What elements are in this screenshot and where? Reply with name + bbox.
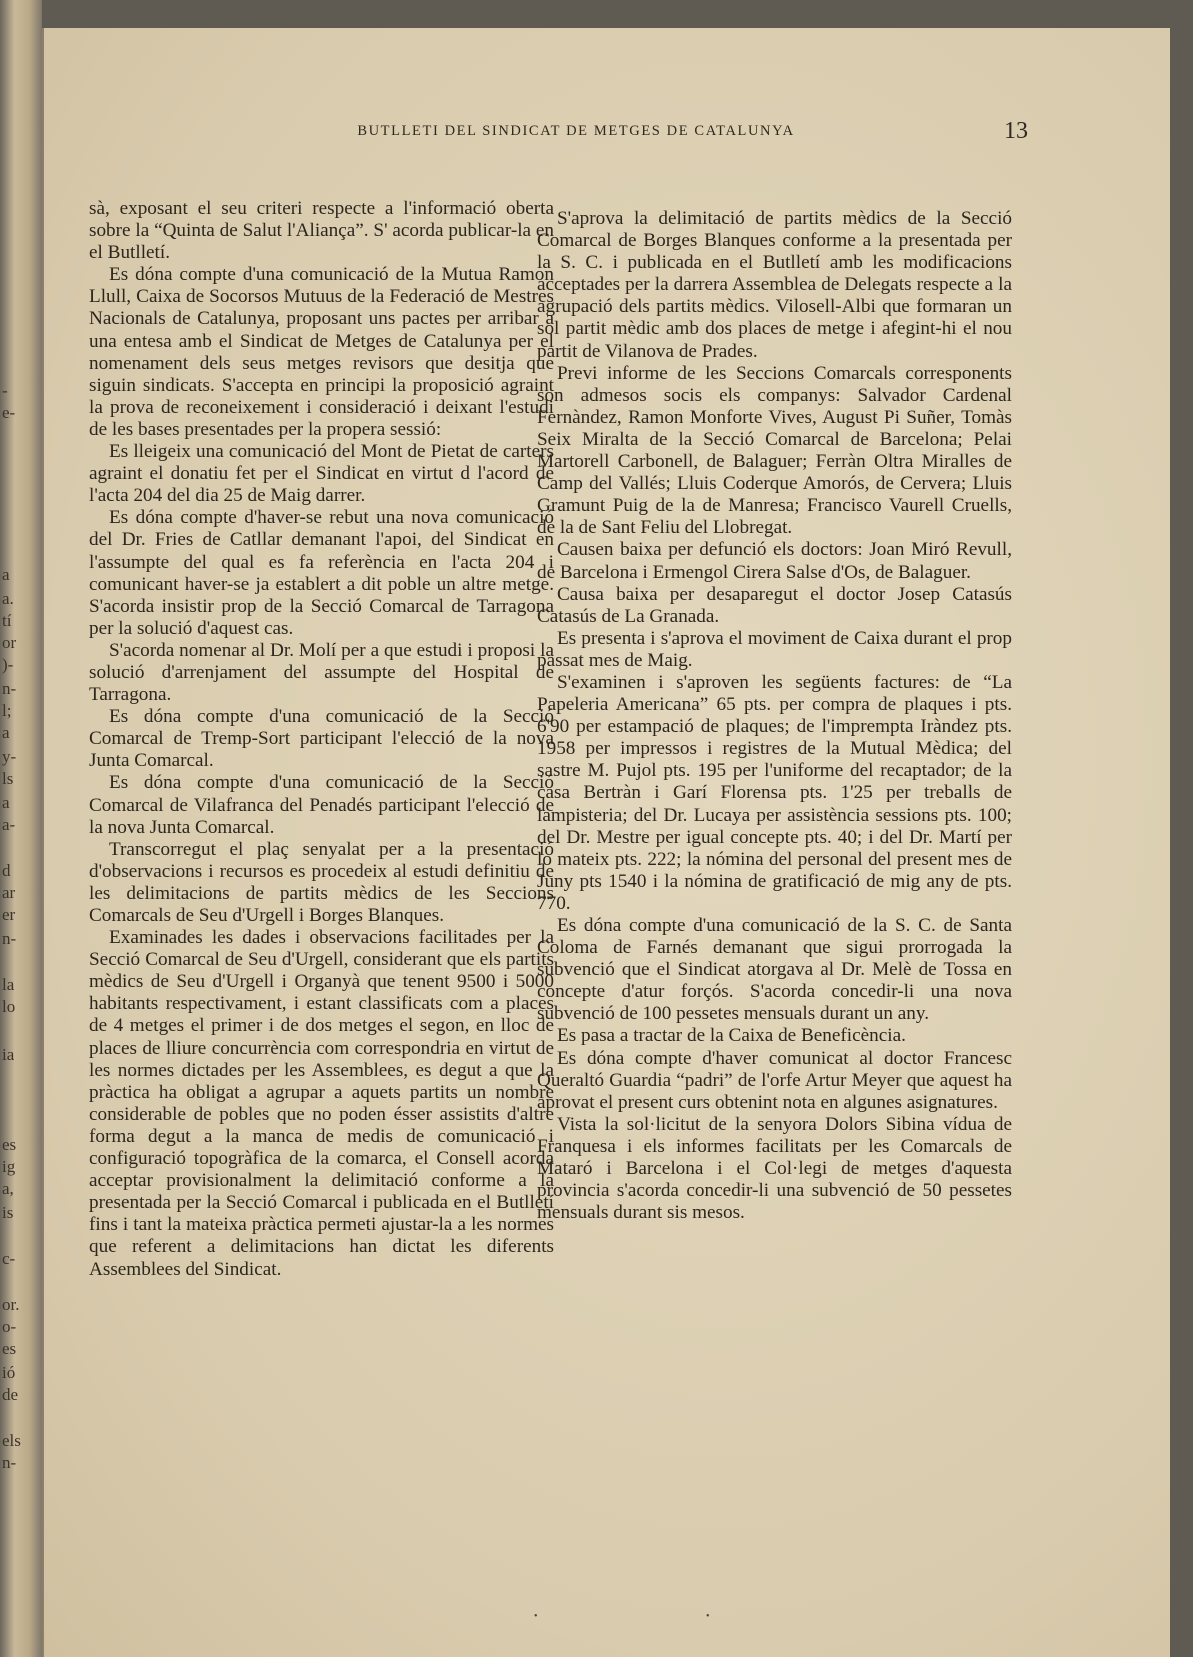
margin-fragment: is [2,1203,14,1222]
paragraph: Causen baixa per defunció els doctors: Joan Miró Revull, de Barcelona i Ermengol Cirera Salse d'Os, de Balaguer. [537,539,1012,583]
margin-fragment: e- [2,403,16,422]
margin-fragment: c- [2,1249,16,1268]
margin-fragment: n- [2,1453,17,1472]
margin-fragment: tí [2,611,12,630]
paragraph: S'examinen i s'aproven les següents factures: de “La Papeleria Americana” 65 pts. per compra de plaques i pts. 6'90 per estampació de plaques; de l'imprempta Iràndez pts. 1958 per impressos i registres de la Mutual Mèdica; del sastre M. Pujol pts. 195 per l'uniforme del recaptador; de la casa Bertràn i Garí Florensa pts. 1'25 per treballs de lampisteria; del Dr. Lucaya per assistència sessions pts. 100; del Dr. Mestre per igual concepte pts. 40; i del Dr. Martí per lo mateix pts. 222; la nómina del personal del present mes de Juny pts 1540 i la nómina de gratificació de mig any de pts. 770. [537,671,1012,914]
ink-speck: • [706,1611,710,1622]
paragraph: Causa baixa per desaparegut el doctor Josep Catasús Catasús de La Granada. [537,583,1012,627]
adjacent-page-edge [0,0,42,1657]
margin-fragment: la [2,975,15,994]
margin-fragment: lo [2,997,16,1016]
margin-fragment: a- [2,815,16,834]
margin-fragment: de [2,1385,19,1404]
paragraph: Es dóna compte d'una comunicació de la S. C. de Santa Coloma de Farnés demanant que sigui prorrogada la subvenció que el Sindicat atorgava al Dr. Melè de Tossa en concepte d'atur forçós. S'acorda concedir-li una nova subvenció de 100 pessetes mensuals durant un any. [537,915,1012,1025]
margin-fragment: els [2,1431,21,1450]
document-page [42,28,1170,1657]
margin-fragment: l; [2,701,12,720]
margin-fragment: es [2,1339,17,1358]
margin-fragment: a [2,723,10,742]
margin-fragment: )- [2,655,14,674]
ink-speck: • [534,1611,538,1622]
paragraph: Es dóna compte d'haver comunicat al doctor Francesc Queraltó Guardia “padri” de l'orfe Artur Meyer que aquest ha aprovat el present curs obtenint nota en algunes asignatures. [537,1047,1012,1113]
margin-fragment: a [2,565,10,584]
margin-fragment: es [2,1135,17,1154]
right-column [537,208,1012,1224]
paragraph: Es dóna compte d'una comunicació de la Secció Comarcal de Tremp-Sort participant l'elecció de la nova Junta Comarcal. [89,706,554,772]
margin-fragment: or. [2,1295,20,1314]
paragraph: Es dóna compte d'haver-se rebut una nova comunicació del Dr. Fries de Catllar demanant l'apoi, del Sindicat en l'assumpte del qual es fa referència en l'acta 204 i comunicant haver-se ja establert a dit poble un altre metge. S'acorda insistir prop de la Secció Comarcal de Tarragona per la solució d'aquest cas. [89,507,554,639]
margin-fragment: ió [2,1363,16,1382]
paragraph: S'aprova la delimitació de partits mèdics de la Secció Comarcal de Borges Blanques conforme a la presentada per la S. C. i publicada en el Butlletí amb les modificacions acceptades per la darrera Assemblea de Delegats respecte a la agrupació dels partits mèdics. Vilosell-Albi que formaran un sol partit mèdic amb dos places de metge i afegint-hi el nou partit de Vilanova de Prades. [537,208,1012,362]
paragraph: S'acorda nomenar al Dr. Molí per a que estudi i proposi la solució d'arrenjament del assumpte del Hospital de Tarragona. [89,639,554,706]
paragraph: Previ informe de les Seccions Comarcals corresponents son admesos socis els companys: Salvador Cardenal Fernàndez, Ramon Monforte Vives, August Pi Suñer, Tomàs Seix Miralta de la Secció Comarcal de Barcelona; Pelai Martorell Carbonell, de Balaguer; Ferràn Oltra Miralles de Camp del Vallés; Lluis Coderque Amorós, de Cervera; Lluis Gramunt Puig de la de Manresa; Francisco Vaurell Cruells, de la de Sant Feliu del Llobregat. [537,362,1012,539]
paragraph: Es lleigeix una comunicació del Mont de Pietat de carters agraint el donatiu fet per el Sindicat en virtut d l'acord de l'acta 204 del dia 25 de Maig darrer. [89,441,554,507]
margin-fragment: - [2,381,8,400]
paragraph: Es dóna compte d'una comunicació de la Secció Comarcal de Vilafranca del Penadés participant l'elecció de la nova Junta Comarcal. [89,772,554,838]
paragraph: Es pasa a tractar de la Caixa de Beneficència. [557,1025,906,1047]
margin-fragment: n- [2,679,17,698]
left-column [89,198,554,1281]
paragraph: Vista la sol·licitut de la senyora Dolors Sibina vídua de Franquesa i els informes facilitats per les Comarcals de Mataró i Barcelona i el Col·legi de metges d'aquesta provincia s'acorda concedir-li una subvenció de 50 pessetes mensuals durant sis mesos. [537,1113,1012,1224]
margin-fragment: ig [2,1157,16,1176]
margin-fragment: n- [2,929,17,948]
margin-fragment: er [2,905,16,924]
margin-fragment: d [2,861,11,880]
margin-fragment: a, [2,1179,14,1198]
paragraph: sà, exposant el seu criteri respecte a l'informació oberta sobre la “Quinta de Salut l'Aliança”. S' acorda publicar-la en el Butlletí. [89,198,554,264]
paragraph: Transcorregut el plaç senyalat per a la presentació d'observacions i recursos es procedeix al estudi definitiu de les delimitacions de partits mèdics de les Seccions Comarcals de Seu d'Urgell i Borges Blanques. [89,838,554,926]
margin-fragment: ar [2,883,16,902]
paragraph: Es dóna compte d'una comunicació de la Mutua Ramon Llull, Caixa de Socorsos Mutuus de la Federació de Mestres Nacionals de Catalunya, proposant uns pactes per arribar a una entesa amb el Sindicat de Metges de Catalunya per el nomenament dels seus metges revisors que desitja que siguin sindicats. S'accepta en principi la proposició agraint la prova de reconeixement i consideració i deixant l'estudi de les bases presentades per la propera sessió: [89,264,554,440]
margin-fragment: a [2,793,10,812]
margin-fragment: or [2,633,17,652]
margin-fragment: a. [2,589,14,608]
margin-fragment: o- [2,1317,17,1336]
margin-fragment: ls [2,769,14,788]
paragraph: Es presenta i s'aprova el moviment de Caixa durant el prop passat mes de Maig. [537,627,1012,671]
margin-fragment: ia [2,1045,15,1064]
running-header: BUTLLETI DEL SINDICAT DE METGES DE CATALUNYA [357,123,795,139]
paragraph: Examinades les dades i observacions facilitades per la Secció Comarcal de Seu d'Urgell, considerant que els partits mèdics de Seu d'Urgell i Organyà que tenent 9500 i 5000 habitants respectivament, i estant classificats com a places de 4 metges el primer i de dos metges el segon, en lloc de places de lliure concurrència com correspondria en virtut de les normes dictades per les Assemblees, es degut a que la pràctica ha obligat a agrupar a aquets partits un nombre considerable de pobles que no poden ésser assistits d'altre forma degut a la manca de medis de comunicació i configuració topogràfica de la comarca, el Consell acorda acceptar provisionalment la delimitació conforme a la presentada per la Secció Comarcal i publicada en el Butlletí fins i tant la mateixa pràctica permeti ajustar-la a les normes que referent a delimitacions han dictat les diferents Assemblees del Sindicat. [89,927,554,1280]
page-number: 13 [1004,118,1028,144]
margin-fragment: y- [2,747,17,766]
